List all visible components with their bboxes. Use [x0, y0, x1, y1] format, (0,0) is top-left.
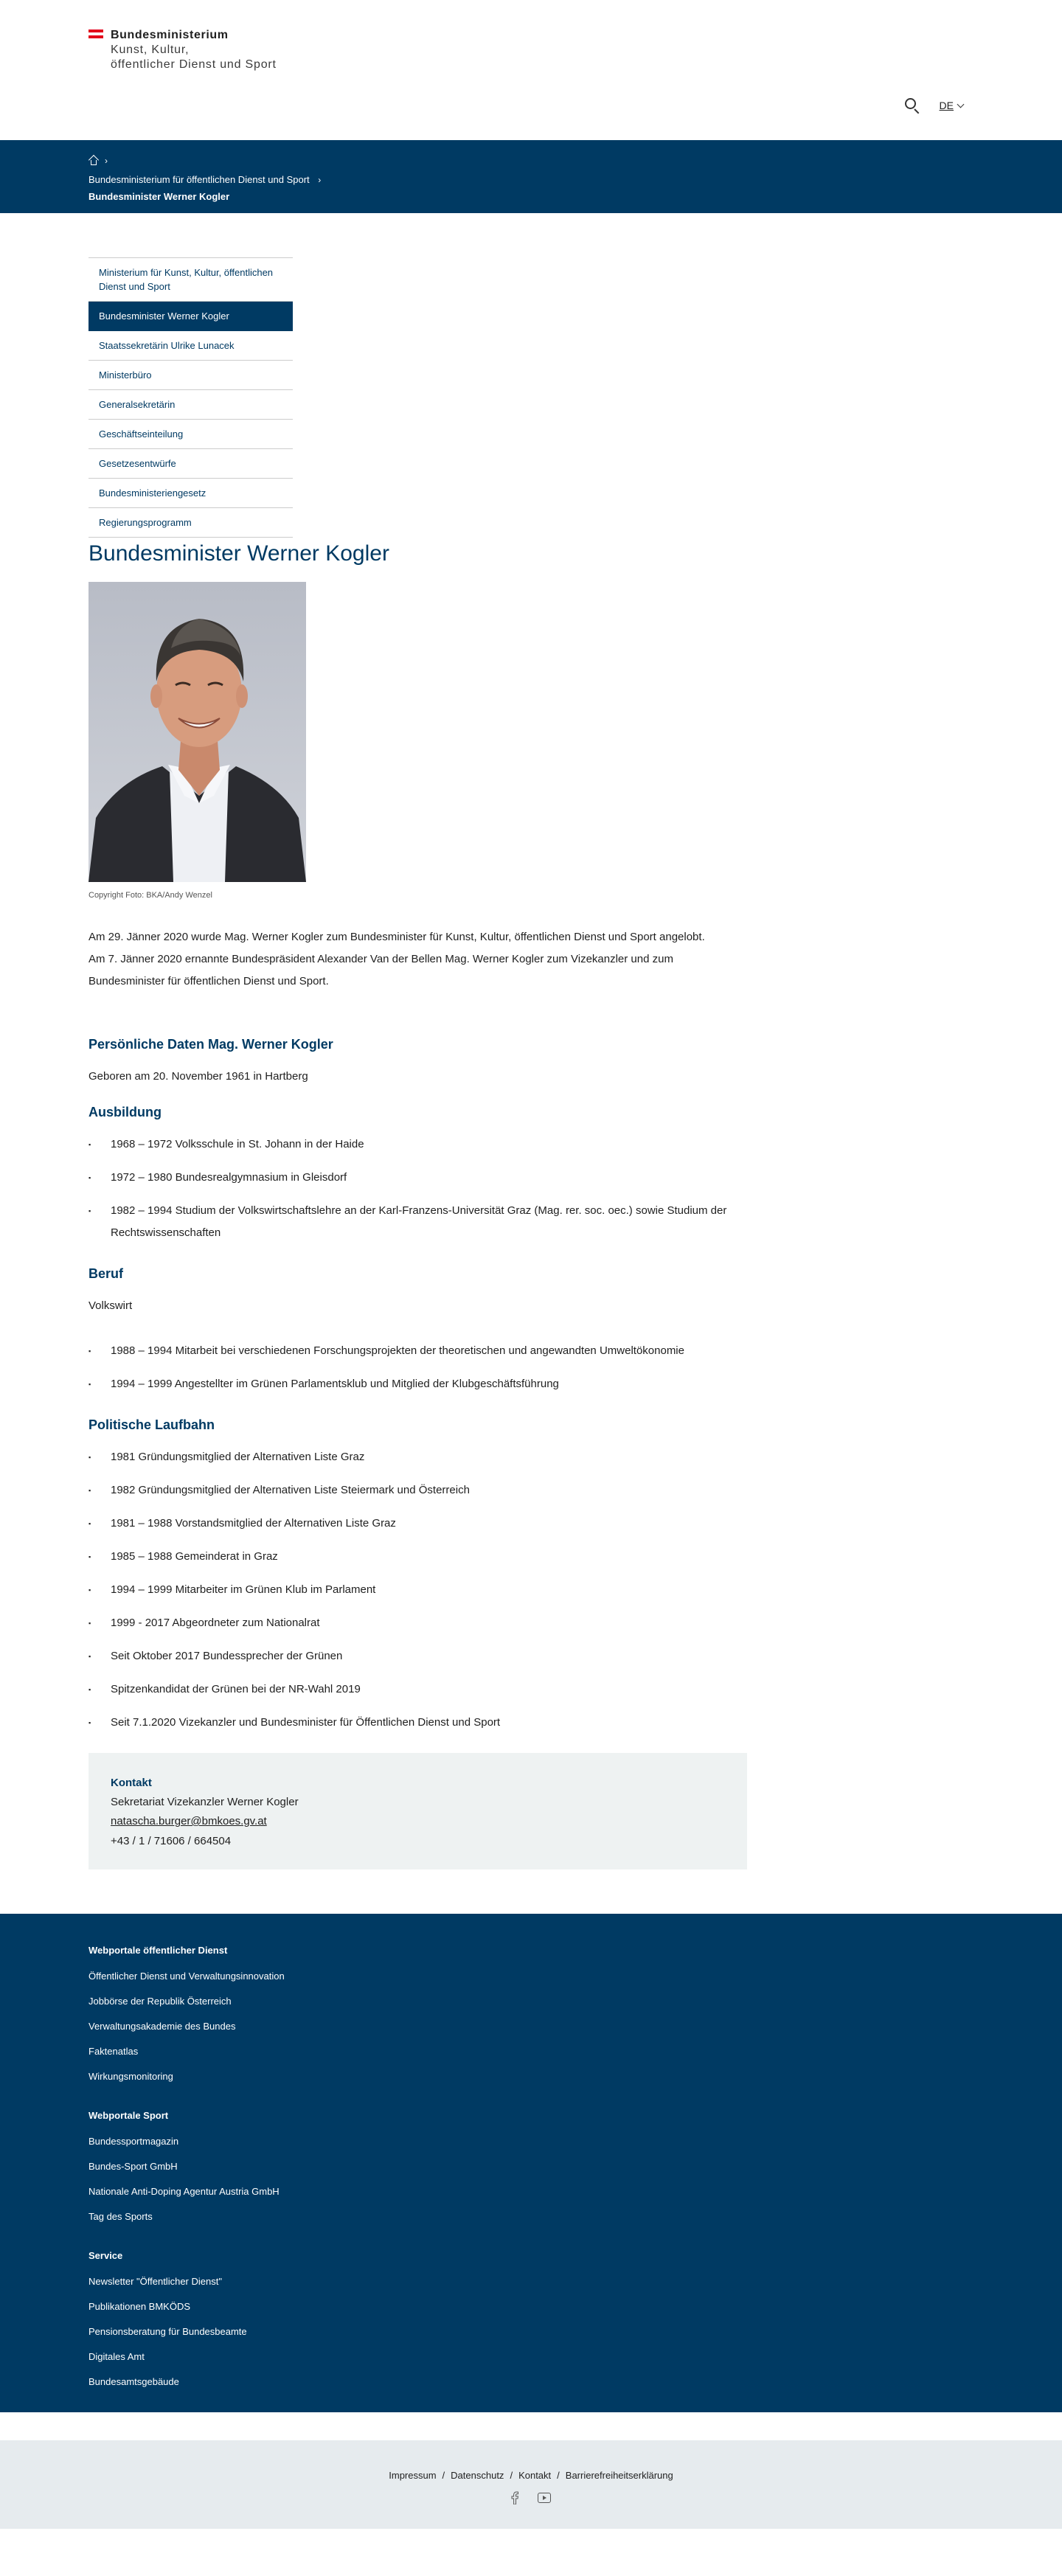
- contact-secretariat: Sekretariat Vizekanzler Werner Kogler: [111, 1796, 299, 1808]
- link-separator: /: [442, 2470, 445, 2481]
- education-heading: Ausbildung: [88, 1105, 162, 1119]
- list-item: ▪ 1982 – 1994 Studium der Volkswirtschaftslehre an der Karl-Franzens-Universität Graz (Mag. rer. soc. oec.) sowie Studium der Rechtswissenschaften: [88, 1200, 752, 1244]
- site-header: [0, 0, 1062, 140]
- home-icon[interactable]: [88, 156, 99, 165]
- main-content: [0, 257, 1062, 1869]
- search-icon[interactable]: [904, 97, 920, 114]
- footer-link[interactable]: Newsletter "Öffentlicher Dienst": [88, 2276, 222, 2287]
- list-item: ▪ 1988 – 1994 Mitarbeit bei verschiedenen Forschungsprojekten der theoretischen und angewandten Umweltökonomie: [88, 1340, 752, 1362]
- portrait-illustration: [88, 582, 306, 882]
- contact-title: Kontakt: [111, 1777, 152, 1789]
- logo-line-3: öffentlicher Dienst und Sport: [111, 58, 277, 71]
- logo-line-2: Kunst, Kultur,: [111, 44, 190, 56]
- link-separator: /: [557, 2470, 560, 2481]
- footer-link[interactable]: Faktenatlas: [88, 2046, 139, 2057]
- list-item: ▪ 1968 – 1972 Volksschule in St. Johann in der Haide: [88, 1133, 752, 1156]
- list-item: ▪ 1981 Gründungsmitglied der Alternativen Liste Graz: [88, 1446, 752, 1468]
- footer-link[interactable]: Öffentlicher Dienst und Verwaltungsinnovation: [88, 1971, 285, 1982]
- subnav-item-bundesministeriengesetz[interactable]: Bundesministeriengesetz: [88, 479, 293, 508]
- list-item: ▪ 1982 Gründungsmitglied der Alternativen Liste Steiermark und Österreich: [88, 1479, 752, 1501]
- ministry-logo[interactable]: [88, 28, 277, 72]
- job-list: [88, 1340, 752, 1395]
- list-item: ▪ 1994 – 1999 Mitarbeiter im Grünen Klub im Parlament: [88, 1579, 752, 1601]
- subnav-item-bundesminister[interactable]: Bundesminister Werner Kogler: [88, 302, 293, 331]
- contact-phone: +43 / 1 / 71606 / 664504: [111, 1835, 232, 1847]
- footer-link[interactable]: Digitales Amt: [88, 2351, 145, 2362]
- subnav-item-gesetzesentwuerfe[interactable]: Gesetzesentwürfe: [88, 449, 293, 479]
- kontakt-link[interactable]: Kontakt: [518, 2470, 552, 2481]
- footer-group-service: [88, 2250, 974, 2387]
- footer-link[interactable]: Jobbörse der Republik Österreich: [88, 1996, 232, 2007]
- list-item: ▪ 1981 – 1988 Vorstandsmitglied der Alternativen Liste Graz: [88, 1513, 752, 1535]
- footer-group-sport: [88, 2110, 974, 2222]
- footer-heading: Webportale öffentlicher Dienst: [88, 1945, 228, 1956]
- page-title: Bundesminister Werner Kogler: [88, 541, 389, 566]
- photo-caption: Copyright Foto: BKA/Andy Wenzel: [88, 891, 212, 900]
- footer-link[interactable]: Publikationen BMKÖDS: [88, 2301, 191, 2312]
- contact-email-link[interactable]: natascha.burger@bmkoes.gv.at: [111, 1815, 267, 1827]
- language-code: DE: [939, 100, 954, 111]
- breadcrumb-separator: ›: [105, 156, 108, 166]
- list-item: ▪ Spitzenkandidat der Grünen bei der NR-Wahl 2019: [88, 1678, 752, 1701]
- site-footer: [0, 1914, 1062, 2412]
- intro-text: [88, 926, 752, 993]
- section-subnav: [88, 257, 293, 538]
- subnav-item-ministerbuero[interactable]: Ministerbüro: [88, 361, 293, 390]
- impressum-link[interactable]: Impressum: [389, 2470, 437, 2481]
- chevron-down-icon: [957, 100, 965, 108]
- breadcrumb-current: Bundesminister Werner Kogler: [88, 191, 230, 202]
- breadcrumb-separator: ›: [318, 175, 322, 185]
- barrierefreiheit-link[interactable]: Barrierefreiheitserklärung: [565, 2470, 673, 2481]
- subnav-item-regierungsprogramm[interactable]: Regierungsprogramm: [88, 508, 293, 538]
- footer-group-oeffentlicher-dienst: [88, 1945, 974, 2082]
- footer-link[interactable]: Bundesamtsgebäude: [88, 2376, 179, 2387]
- breadcrumb-parent-label: Bundesministerium für öffentlichen Dienst und Sport: [88, 174, 310, 185]
- legal-links: [0, 2470, 1062, 2481]
- subnav-item-generalsekretaerin[interactable]: Generalsekretärin: [88, 390, 293, 420]
- footer-heading: Webportale Sport: [88, 2110, 169, 2121]
- minister-portrait: [88, 582, 306, 882]
- language-selector[interactable]: [940, 100, 963, 111]
- job-heading: Beruf: [88, 1266, 124, 1281]
- career-list: [88, 1446, 752, 1734]
- header-tools: [904, 97, 963, 114]
- birth-info: Geboren am 20. November 1961 in Hartberg: [88, 1070, 308, 1083]
- subnav-item-ministerium[interactable]: Ministerium für Kunst, Kultur, öffentlichen Dienst und Sport: [88, 258, 293, 302]
- list-item: ▪ 1999 - 2017 Abgeordneter zum Nationalrat: [88, 1612, 752, 1634]
- education-list: [88, 1133, 752, 1244]
- breadcrumb: [0, 140, 1062, 213]
- facebook-icon[interactable]: [511, 2491, 518, 2504]
- footer-link[interactable]: Bundes-Sport GmbH: [88, 2161, 178, 2172]
- intro-paragraph-2: Am 7. Jänner 2020 ernannte Bundespräsident Alexander Van der Bellen Mag. Werner Kogler zum Vizekanzler und zum Bundesminister für öffentlichen Dienst und Sport.: [88, 953, 673, 987]
- social-links: [0, 2491, 1062, 2504]
- footer-heading: Service: [88, 2250, 123, 2261]
- link-separator: /: [510, 2470, 513, 2481]
- footer-link[interactable]: Wirkungsmonitoring: [88, 2071, 173, 2082]
- footer-link[interactable]: Bundessportmagazin: [88, 2136, 179, 2147]
- footer-link[interactable]: Verwaltungsakademie des Bundes: [88, 2021, 236, 2032]
- list-item: ▪ 1985 – 1988 Gemeinderat in Graz: [88, 1546, 752, 1568]
- list-item: ▪ Seit Oktober 2017 Bundessprecher der Grünen: [88, 1645, 752, 1667]
- job-title: Volkswirt: [88, 1299, 133, 1312]
- list-item: ▪ 1994 – 1999 Angestellter im Grünen Parlamentsklub und Mitglied der Klubgeschäftsführung: [88, 1373, 752, 1395]
- personal-data-heading: Persönliche Daten Mag. Werner Kogler: [88, 1037, 333, 1052]
- subnav-item-geschaeftseinteilung[interactable]: Geschäftseinteilung: [88, 420, 293, 449]
- footer-link[interactable]: Nationale Anti-Doping Agentur Austria GmbH: [88, 2186, 280, 2197]
- footer-link[interactable]: Tag des Sports: [88, 2211, 153, 2222]
- intro-paragraph-1: Am 29. Jänner 2020 wurde Mag. Werner Kogler zum Bundesminister für Kunst, Kultur, öffentlichen Dienst und Sport angelobt.: [88, 931, 705, 943]
- career-heading: Politische Laufbahn: [88, 1417, 215, 1432]
- datenschutz-link[interactable]: Datenschutz: [451, 2470, 504, 2481]
- footer-bottom-bar: [0, 2440, 1062, 2529]
- list-item: ▪ 1972 – 1980 Bundesrealgymnasium in Gleisdorf: [88, 1167, 752, 1189]
- logo-line-1: Bundesministerium: [111, 29, 229, 41]
- footer-link[interactable]: Pensionsberatung für Bundesbeamte: [88, 2326, 247, 2337]
- contact-box: [88, 1753, 747, 1869]
- subnav-item-staatssekretaerin[interactable]: Staatssekretärin Ulrike Lunacek: [88, 331, 293, 361]
- breadcrumb-parent-link[interactable]: [88, 174, 974, 185]
- list-item: ▪ Seit 7.1.2020 Vizekanzler und Bundesminister für Öffentlichen Dienst und Sport: [88, 1712, 752, 1734]
- youtube-icon[interactable]: [538, 2493, 551, 2503]
- austria-flag-icon: [88, 29, 103, 38]
